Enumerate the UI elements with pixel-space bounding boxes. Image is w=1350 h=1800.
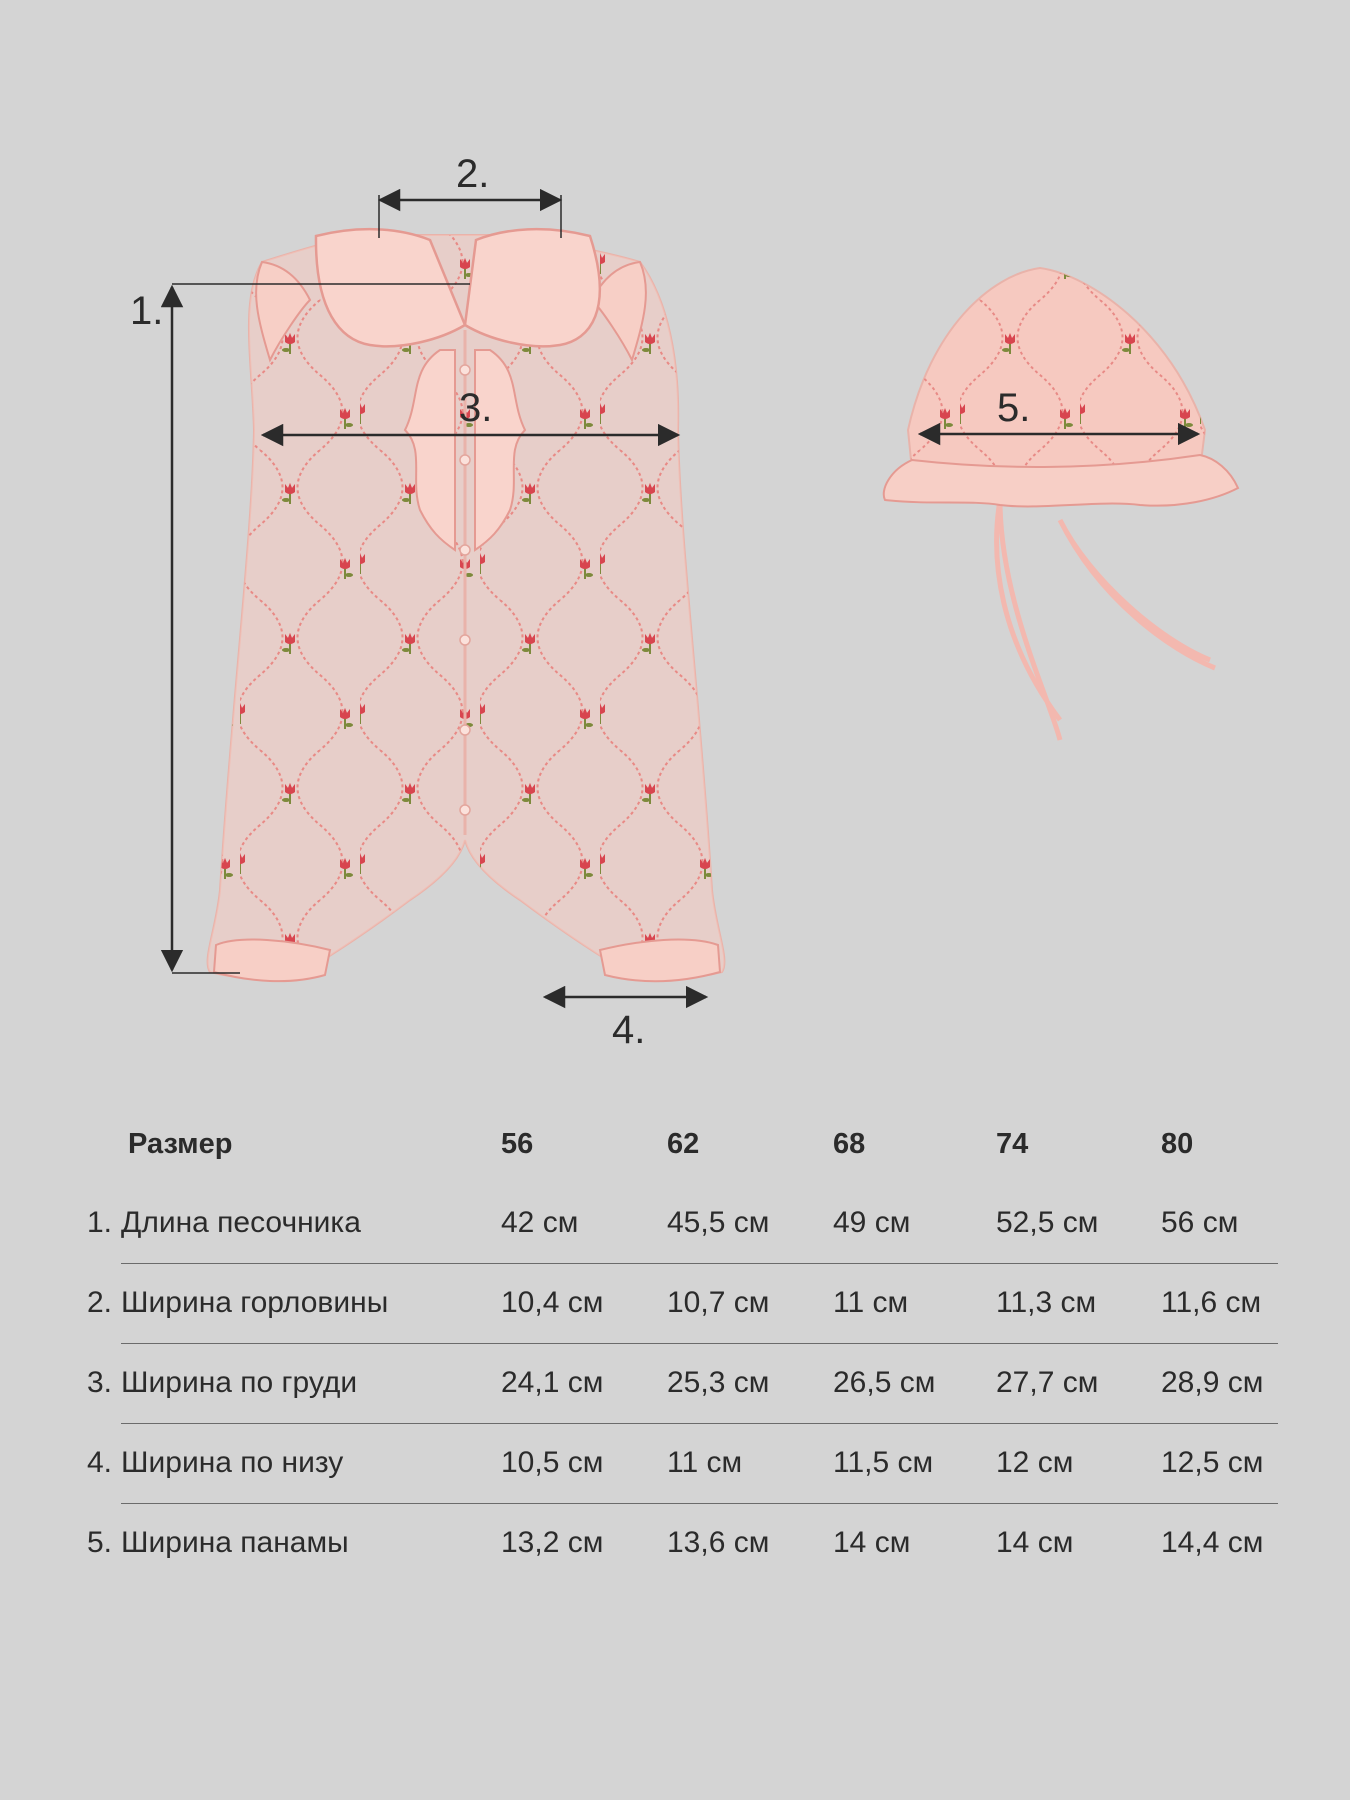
table-cell: 11,3 см [996,1286,1097,1319]
row-label: Длина песочника [121,1206,361,1239]
size-column-header: 74 [996,1128,1029,1160]
table-cell: 12,5 см [1161,1446,1264,1479]
table-row [78,1424,1278,1504]
table-cell: 10,4 см [501,1286,604,1319]
size-table [78,1118,1278,1584]
measure-label-3: 3. [459,386,493,430]
bonnet-image [884,268,1238,740]
table-cell: 11,6 см [1161,1286,1262,1319]
left-leg-cuff [214,940,330,982]
row-number: 1. [86,1206,112,1239]
table-cell: 24,1 см [501,1366,604,1399]
size-header-label: Размер [128,1128,233,1160]
right-leg-cuff [600,940,720,982]
table-row [78,1504,1278,1584]
size-column-header: 62 [667,1128,700,1160]
row-number: 4. [86,1446,112,1479]
size-column-header: 56 [501,1128,534,1160]
row-label: Ширина по груди [121,1366,358,1399]
table-cell: 14,4 см [1161,1526,1264,1559]
row-number: 3. [86,1366,112,1399]
row-number: 5. [86,1526,112,1559]
table-cell: 13,6 см [667,1526,770,1559]
table-cell: 14 см [833,1526,911,1559]
row-number: 2. [86,1286,112,1319]
table-header-row [78,1118,1278,1184]
table-cell: 13,2 см [501,1526,604,1559]
table-row [78,1344,1278,1424]
table-cell: 11 см [667,1446,743,1479]
table-cell: 10,5 см [501,1446,604,1479]
table-cell: 49 см [833,1206,911,1239]
table-row [78,1184,1278,1264]
size-column-header: 68 [833,1128,866,1160]
table-cell: 11,5 см [833,1446,934,1479]
table-cell: 14 см [996,1526,1074,1559]
table-cell: 56 см [1161,1206,1239,1239]
row-label: Ширина по низу [121,1446,344,1479]
measure-label-4: 4. [612,1008,646,1052]
table-cell: 52,5 см [996,1206,1099,1239]
romper-image [208,229,725,981]
table-cell: 10,7 см [667,1286,770,1319]
measure-label-1: 1. [130,289,164,333]
table-cell: 12 см [996,1446,1074,1479]
size-column-header: 80 [1161,1128,1194,1160]
row-label: Ширина панамы [121,1526,349,1559]
row-label: Ширина горловины [121,1286,389,1319]
bonnet-ties [997,500,1215,740]
table-cell: 11 см [833,1286,909,1319]
table-cell: 45,5 см [667,1206,770,1239]
table-cell: 27,7 см [996,1366,1099,1399]
table-cell: 26,5 см [833,1366,936,1399]
table-cell: 25,3 см [667,1366,770,1399]
measure-label-5: 5. [997,386,1031,430]
table-cell: 28,9 см [1161,1366,1264,1399]
table-row [78,1264,1278,1344]
table-cell: 42 см [501,1206,579,1239]
measure-label-2: 2. [456,152,490,196]
